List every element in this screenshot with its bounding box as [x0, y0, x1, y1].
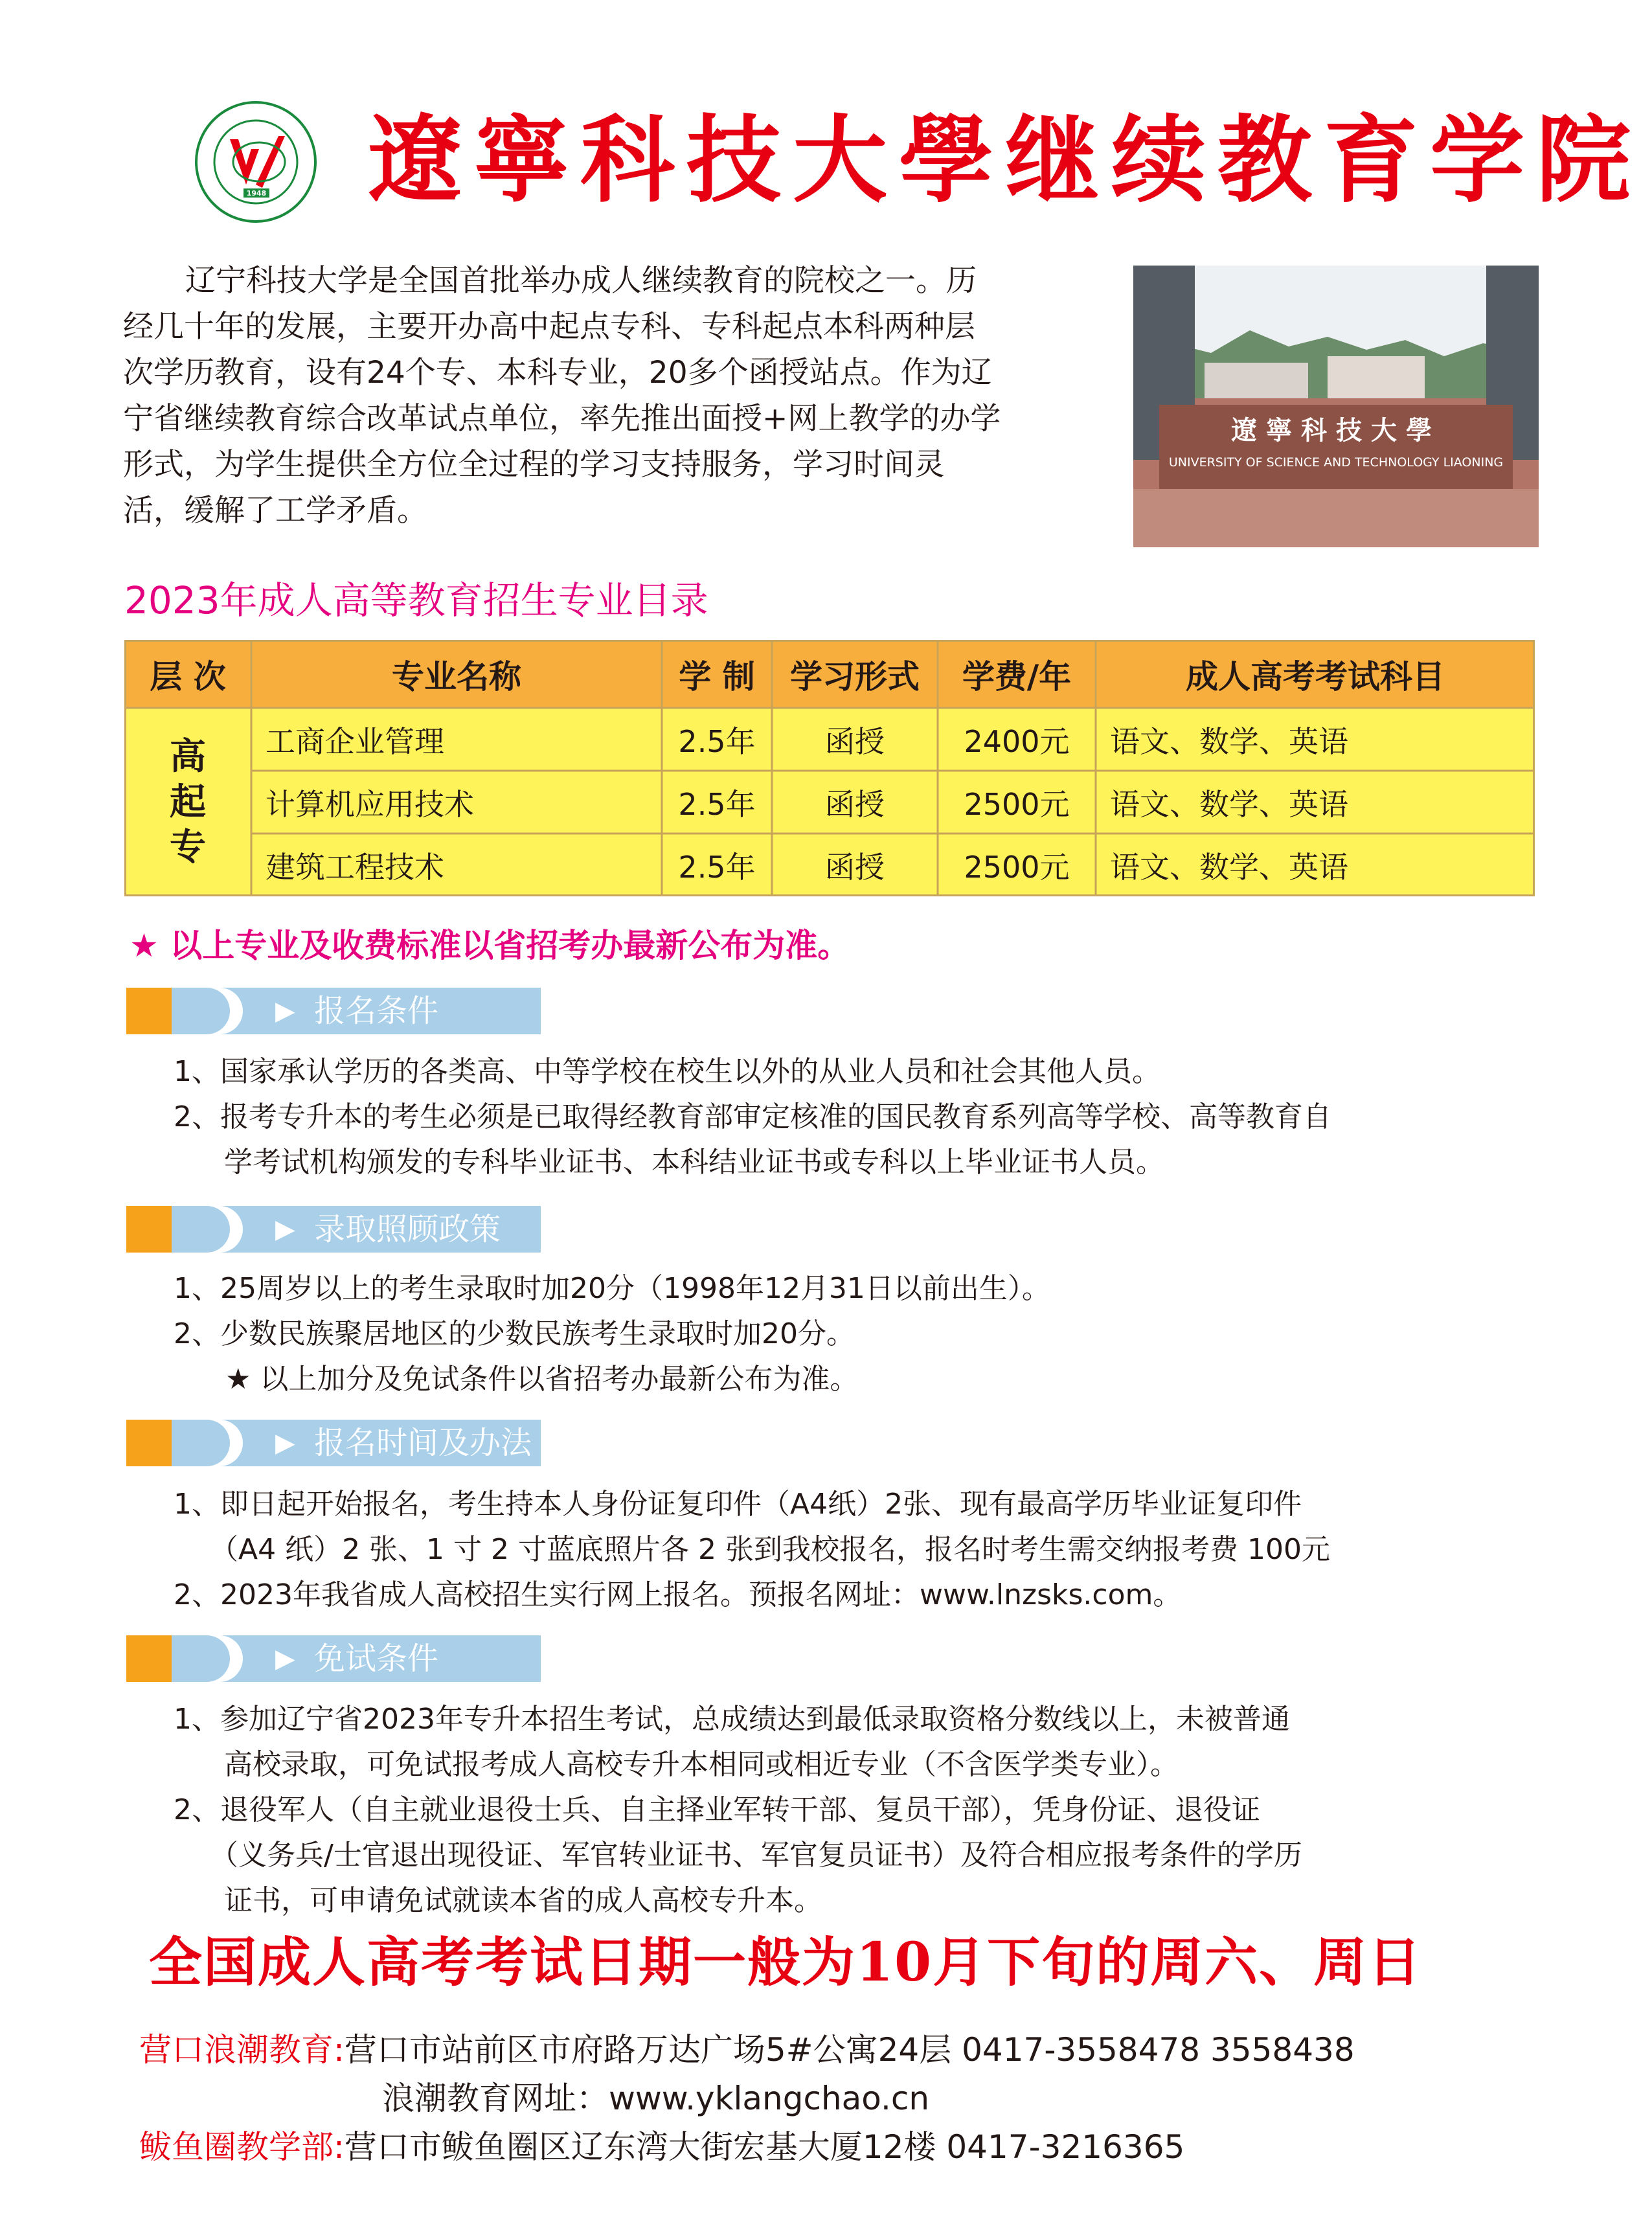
intro-line: 辽宁科技大学是全国首批举办成人继续教育的院校之一。历: [185, 263, 977, 299]
contact-bayuquan: [139, 2121, 1184, 2168]
table-cell-tuition: 2500元: [964, 786, 1070, 822]
svg-text:遼寧科技大學: 遼寧科技大學: [1231, 415, 1441, 446]
list-item: 1、25周岁以上的考生录取时加20分（1998年12月31日以前出生）。: [174, 1272, 1050, 1305]
list-item: 1、国家承认学历的各类高、中等学校在校生以外的从业人员和社会其他人员。: [174, 1055, 1160, 1088]
contact-org: 营口浪潮教育:: [139, 2031, 345, 2069]
list-item: 2、报考专升本的考生必须是已取得经教育部审定核准的国民教育系列高等学校、高等教育自 学考试机构颁发的专科毕业证书、本科结业证书或专科以上毕业证书人员。: [174, 1100, 1331, 1179]
svg-text:UNIVERSITY OF SCIENCE AND TECH: UNIVERSITY OF SCIENCE AND TECHNOLOGY LIAONING: [1168, 455, 1504, 470]
intro-line: 次学历教育，设有24个专、本科专业，20多个函授站点。作为辽: [123, 355, 992, 391]
header-exam-subjects: 成人高考考试科目: [1186, 657, 1445, 696]
university-logo: [194, 100, 317, 223]
section-title: 报名时间及办法: [314, 1425, 532, 1461]
section-header-admission-policy: [126, 1206, 541, 1253]
policy-note: ★ 以上加分及免试条件以省招考办最新公布为准。: [225, 1363, 859, 1396]
play-arrow-icon: ▶: [275, 1428, 295, 1458]
table-cell-tuition: 2500元: [964, 849, 1070, 885]
header-duration: 学 制: [679, 657, 755, 696]
catalog-title: 2023年成人高等教育招生专业目录: [124, 578, 708, 622]
section-header-exemption: [126, 1635, 541, 1682]
table-cell-subjects: 语文、数学、英语: [1110, 849, 1348, 885]
table-cell-duration: 2.5年: [678, 786, 756, 822]
registration-time-list: [174, 1482, 1330, 1618]
table-cell-major: 建筑工程技术: [266, 849, 444, 885]
section-header-registration-time: [126, 1420, 541, 1466]
fee-note: ★ 以上专业及收费标准以省招考办最新公布为准。: [130, 927, 850, 964]
play-arrow-icon: ▶: [275, 996, 295, 1026]
list-item: 2、2023年我省成人高校招生实行网上报名。预报名网址：www.lnzsks.com。: [174, 1578, 1182, 1611]
header-level: 层 次: [150, 657, 226, 696]
campus-gate-photo: [1133, 266, 1539, 547]
list-item: 2、少数民族聚居地区的少数民族考生录取时加20分。: [174, 1317, 855, 1350]
exemption-list: [174, 1697, 1302, 1924]
table-cell-tuition: 2400元: [964, 723, 1070, 759]
exam-date-banner: 全国成人高考考试日期一般为10月下旬的周六、周日: [149, 1931, 1423, 1993]
header-study-mode: 学习形式: [790, 657, 920, 696]
intro-line: 形式，为学生提供全方位全过程的学习支持服务，学习时间灵: [123, 447, 945, 483]
list-item: 2、退役军人（自主就业退役士兵、自主择业军转干部、复员干部），凭身份证、退役证 （义务兵/士官退出现役证、军官转业证书、军官复员证书）及符合相应报考条件的学历 证书，可申请免试就读本省的成人高校专升本。: [174, 1793, 1302, 1917]
program-table: [124, 640, 1535, 896]
admission-policy-list: [174, 1266, 1050, 1402]
table-cell-mode: 函授: [825, 723, 885, 759]
section-header-registration-requirements: [126, 988, 541, 1034]
intro-line: 宁省继续教育综合改革试点单位，率先推出面授+网上教学的办学: [123, 401, 1001, 437]
level-cell: 高起专: [170, 735, 206, 869]
intro-line: 活，缓解了工学矛盾。: [123, 493, 427, 528]
table-cell-mode: 函授: [825, 849, 885, 885]
contact-website: 浪潮教育网址：www.yklangchao.cn: [382, 2080, 930, 2117]
table-cell-major: 计算机应用技术: [266, 786, 474, 822]
contact-details: 营口市鲅鱼圈区辽东湾大街宏基大厦12楼 0417-3216365: [344, 2128, 1185, 2166]
page-title: 遼寧科技大學继续教育学院: [368, 105, 1642, 216]
list-item: 1、即日起开始报名，考生持本人身份证复印件（A4纸）2张、现有最高学历毕业证复印件 （A4 纸）2 张、1 寸 2 寸蓝底照片各 2 张到我校报名，报名时考生需交纳报考费 100元: [174, 1488, 1330, 1566]
svg-text:1948: 1948: [246, 189, 267, 198]
table-cell-major: 工商企业管理: [266, 723, 444, 759]
contact-yingkou: [139, 2024, 1355, 2071]
table-cell-mode: 函授: [825, 786, 885, 822]
header-tuition: 学费/年: [962, 657, 1072, 696]
section-title: 报名条件: [314, 993, 439, 1029]
header-major: 专业名称: [392, 657, 521, 696]
intro-line: 经几十年的发展，主要开办高中起点专科、专科起点本科两种层: [123, 309, 975, 345]
table-cell-subjects: 语文、数学、英语: [1110, 723, 1348, 759]
intro-paragraph: [123, 258, 1117, 534]
play-arrow-icon: ▶: [275, 1214, 295, 1244]
page-header: [194, 100, 1642, 223]
play-arrow-icon: ▶: [275, 1644, 295, 1674]
table-cell-duration: 2.5年: [678, 849, 756, 885]
registration-requirements-list: [174, 1049, 1331, 1185]
contact-org: 鲅鱼圈教学部:: [139, 2128, 345, 2166]
contact-details: 营口市站前区市府路万达广场5#公寓24层 0417-3558478 3558438: [344, 2031, 1355, 2069]
section-title: 免试条件: [314, 1641, 439, 1677]
list-item: 1、参加辽宁省2023年专升本招生考试，总成绩达到最低录取资格分数线以上，未被普通 高校录取，可免试报考成人高校专升本相同或相近专业（不含医学类专业）。: [174, 1703, 1290, 1781]
table-cell-duration: 2.5年: [678, 723, 756, 759]
table-cell-subjects: 语文、数学、英语: [1110, 786, 1348, 822]
section-title: 录取照顾政策: [314, 1211, 501, 1247]
